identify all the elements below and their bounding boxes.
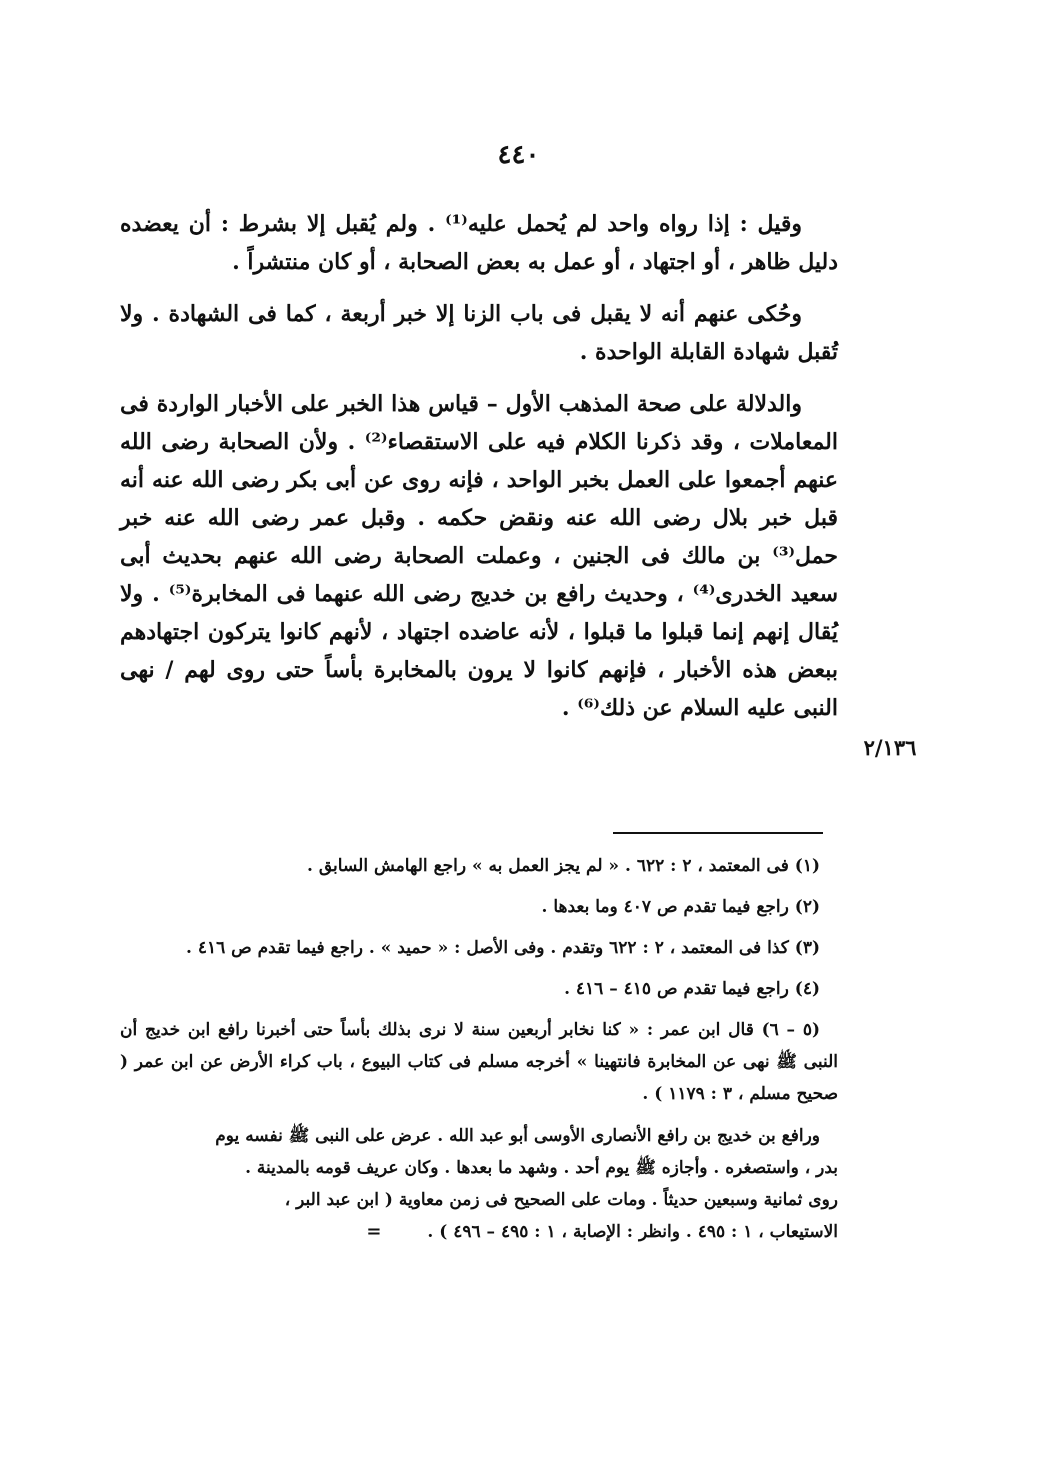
footnote-5-6: (٥ – ٦) قال ابن عمر : « كنا نخابر أربعين سنة لا نرى بذلك بأساً حتى أخبرنا رافع ابن خديج أن النبى ﷺ نهى عن المخابرة فانتهينا » أخرجه مسلم فى كتاب البيوع ، باب كراء الأرض عن ابن عمر ( صحيح مسلم ، ٣ : ١١٧٩ ) . <box>120 1020 838 1104</box>
footnote-continuation-line-4-text: الاستيعاب ، ١ : ٤٩٥ . وانظر : الإصابة ، ١ : ٤٩٥ – ٤٩٦ ) . <box>427 1222 838 1242</box>
footnote-continuation-line-2: بدر ، واستصغره . وأجازه ﷺ يوم أحد . وشهد ما بعدها . وكان عريف قومه بالمدينة . <box>245 1158 838 1178</box>
footnote-4: (٤) راجع فيما تقدم ص ٤١٥ – ٤١٦ . <box>564 979 820 999</box>
footnote-3: (٣) كذا فى المعتمد ، ٢ : ٦٢٢ وتقدم . وفى الأصل : « حميد » . راجع فيما تقدم ص ٤١٦ . <box>185 938 820 958</box>
footnote-separator <box>613 832 823 834</box>
footnote-1: (١) فى المعتمد ، ٢ : ٦٢٢ . « لم يجز العمل به » راجع الهامش السابق . <box>307 856 820 876</box>
page-number: ٤٤٠ <box>497 140 540 170</box>
main-text <box>120 205 838 741</box>
continuation-mark: = <box>366 1221 382 1242</box>
footnote-continuation-line-4 <box>120 1216 838 1248</box>
paragraph-3: والدلالة على صحة المذهب الأول – قياس هذا الخبر على الأخبار الواردة فى المعاملات ، وقد ذكرنا الكلام فيه على الاستقصاء⁽²⁾ . ولأن الصحابة رضى الله عنهم أجمعوا على العمل بخبر الواحد ، فإنه روى عن أبى بكر رضى الله عنه أنه قبل خبر بلال رضى الله عنه ونقض حكمه . وقبل عمر رضى الله عنه خبر حمل⁽³⁾ بن مالك فى الجنين ، وعملت الصحابة رضى الله عنهم بحديث أبى سعيد الخدرى⁽⁴⁾ ، وحديث رافع بن خديج رضى الله عنهما فى المخابرة⁽⁵⁾ . ولا يُقال إنهم إنما قبلوا ما قبلوا ، لأنه عاضده اجتهاد ، لأنهم كانوا يتركون اجتهادهم ببعض هذه الأخبار ، فإنهم كانوا لا يرون بالمخابرة بأساً حتى روى لهم / نهى النبى عليه السلام عن ذلك⁽⁶⁾ . <box>120 391 839 721</box>
footnote-2: (٢) راجع فيما تقدم ص ٤٠٧ وما بعدها . <box>541 897 820 917</box>
footnotes-section <box>120 850 838 1248</box>
footnote-continuation-line-3: روى ثمانية وسبعين حديثاً . ومات على الصحيح فى زمن معاوية ( ابن عبد البر ، <box>284 1190 838 1210</box>
footnote-continuation-line-1: ورافع بن خديج بن رافع الأنصارى الأوسى أبو عبد الله . عرض على النبى ﷺ نفسه يوم <box>215 1126 820 1146</box>
paragraph-2: وحُكى عنهم أنه لا يقبل فى باب الزنا إلا خبر أربعة ، كما فى الشهادة . ولا تُقبل شهادة القابلة الواحدة . <box>120 301 838 365</box>
margin-page-reference: ٢/١٣٦ <box>863 735 917 760</box>
paragraph-1: وقيل : إذا رواه واحد لم يُحمل عليه⁽¹⁾ . ولم يُقبل إلا بشرط : أن يعضده دليل ظاهر ، أو اجتهاد ، أو عمل به بعض الصحابة ، أو كان منتشراً . <box>120 211 838 275</box>
